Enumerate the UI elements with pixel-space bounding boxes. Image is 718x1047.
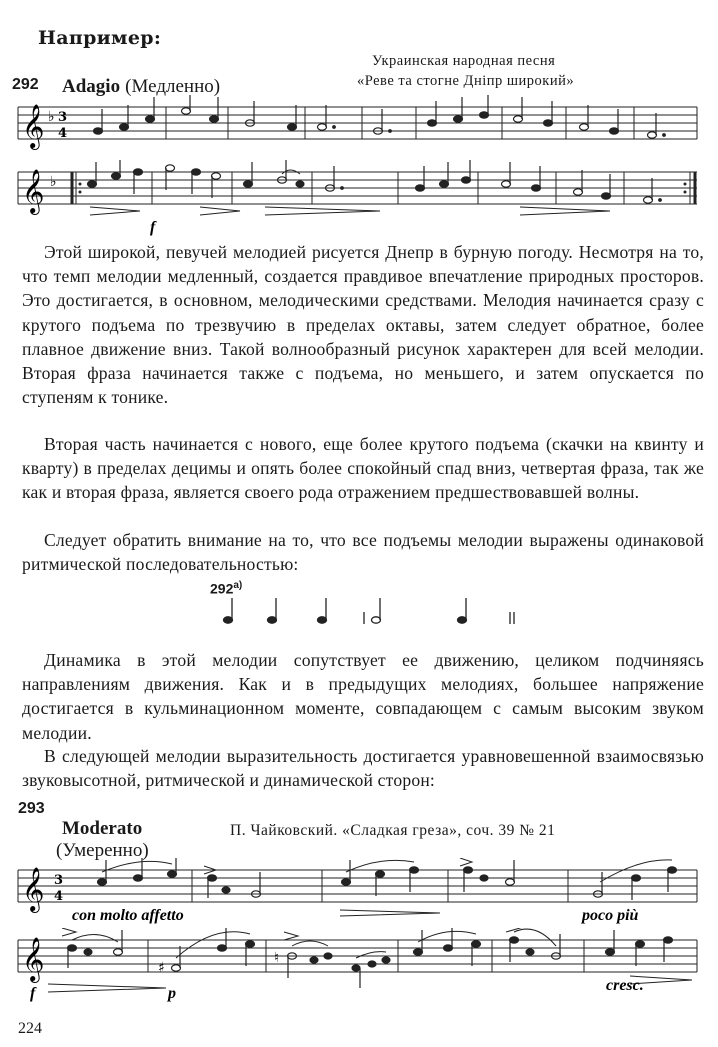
rhythm-example-number: 292 bbox=[210, 580, 234, 597]
treble-clef-icon: 𝄞 bbox=[22, 867, 45, 911]
intro-heading: Например: bbox=[38, 27, 162, 49]
example-293-tempo: Moderato bbox=[62, 818, 143, 839]
dynamic-con-molto-affetto: con molto affetto bbox=[72, 907, 184, 924]
rhythm-example-notes bbox=[200, 590, 520, 630]
tempo-marking: Adagio bbox=[62, 76, 121, 97]
flat-icon: ♭ bbox=[48, 109, 55, 125]
example-293-staff-1 bbox=[0, 858, 718, 928]
treble-clef-icon: 𝄞 bbox=[22, 104, 45, 148]
time-sig-bottom: 4 bbox=[54, 889, 64, 904]
treble-clef-icon: 𝄞 bbox=[22, 169, 45, 213]
example-292-staff-1 bbox=[0, 95, 718, 155]
dynamic-cresc: cresc. bbox=[606, 977, 644, 994]
treble-clef-icon: 𝄞 bbox=[22, 937, 45, 981]
time-sig-bottom: 4 bbox=[58, 126, 68, 141]
paragraph-3: Следует обратить внимание на то, что все подъемы мелодии выражены одинаковой ритмической последовательностью: bbox=[22, 530, 704, 575]
example-292-number: 292 bbox=[12, 76, 39, 93]
example-293-number: 293 bbox=[18, 800, 45, 817]
example-292-staff-2 bbox=[0, 160, 718, 240]
natural-icon: ♮ bbox=[274, 950, 280, 966]
example-293-source: П. Чайковский. «Сладкая греза», соч. 39 № 21 bbox=[230, 822, 556, 839]
paragraph-2: Вторая часть начинается с нового, еще более крутого подъема (скачки на квинту и кварту) в пределах децимы и опять более спокойный спад вниз, четвертая фраза, так же как и вторая фраза, является своего рода отражением предшествовавшей волны. bbox=[22, 434, 704, 503]
dynamic-forte: f bbox=[30, 985, 36, 1002]
time-sig-top: 3 bbox=[54, 873, 64, 888]
example-292-source-line2: «Реве та стогне Дніпр широкий» bbox=[357, 73, 575, 89]
dynamic-forte: f bbox=[150, 219, 156, 236]
tempo-translation: (Медленно) bbox=[125, 76, 221, 97]
page-number: 224 bbox=[18, 1020, 42, 1037]
paragraph-4: Динамика в этой мелодии сопутствует ее движению, целиком подчиняясь направлениям движения. Как и в предыдущих мелодиях, большее напряжение достигается в кульминационном моменте, совпадающем с самым высоким звуком мелодии. bbox=[22, 650, 704, 743]
sharp-icon: ♯ bbox=[158, 960, 165, 976]
dynamic-piano: p bbox=[168, 985, 176, 1002]
time-sig-top: 3 bbox=[58, 110, 68, 125]
rhythm-example-suffix: a) bbox=[233, 580, 243, 591]
example-293-staff-2 bbox=[0, 928, 718, 1010]
paragraph-5: В следующей мелодии выразительность достигается уравновешенной взаимосвязью звуковысотной, ритмической и динамической сторон: bbox=[22, 746, 704, 791]
dynamic-poco-piu: poco più bbox=[582, 907, 639, 924]
example-293-tempo-translation: (Умеренно) bbox=[56, 840, 149, 861]
example-292-source-line1: Украинская народная песня bbox=[372, 53, 556, 69]
paragraph-1: Этой широкой, певучей мелодией рисуется Днепр в бурную погоду. Несмотря на то, что темп мелодии медленный, создается правдивое впечатление природных просторов. Это достигается, в основном, мелодическими средствами. Мелодия начинается сразу с крутого подъема по трезвучию в пределах октавы, затем следует обратное, более плавное движение вниз. Такой волнообразный рисунок характерен для всей мелодии. Вторая фраза начинается также с подъема, но меньшего, и затем опускается по ступеням к тонике. bbox=[22, 242, 704, 408]
flat-icon: ♭ bbox=[50, 174, 57, 190]
